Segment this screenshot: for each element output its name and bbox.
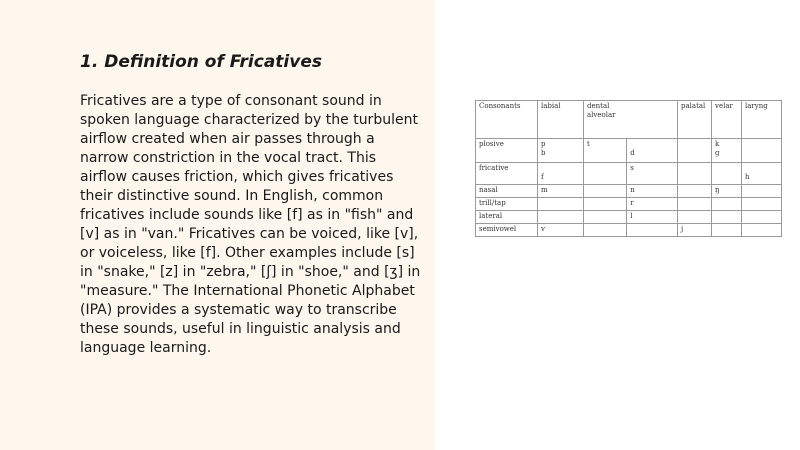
cell-fricative-laryng: h [742,163,782,185]
table-row-lateral [476,211,782,224]
row-label-trill: trill/tap [476,198,538,211]
cell-fricative-labial: f [538,163,584,185]
cell-nasal-palatal [678,185,712,198]
cell-fricative-palatal [678,163,712,185]
table-row-nasal [476,185,782,198]
cell-plosive-palatal [678,139,712,163]
cell-nasal-dental [584,185,627,198]
header-dental-alveolar: dental alveolar [584,101,678,139]
cell-semivowel-labial: v [538,224,584,237]
cell-nasal-velar: ŋ [712,185,742,198]
consonant-table-image [475,100,782,237]
cell-nasal-laryng [742,185,782,198]
header-labial: labial [538,101,584,139]
image-panel [435,0,800,450]
consonant-table [475,100,782,237]
table-row-trill [476,198,782,211]
cell-semivowel-palatal: j [678,224,712,237]
table-header-row [476,101,782,139]
table-row-plosive [476,139,782,163]
table-row-semivowel [476,224,782,237]
header-laryng: laryng [742,101,782,139]
cell-fricative-dental [584,163,627,185]
row-label-fricative: fricative [476,163,538,185]
cell-trill-alveolar: r [627,198,678,211]
cell-lateral-alveolar: l [627,211,678,224]
cell-plosive-dental: t [584,139,627,163]
row-label-semivowel: semivowel [476,224,538,237]
row-label-nasal: nasal [476,185,538,198]
slide-body: Fricatives are a type of consonant sound in spoken language characterized by the turbulent airflow created when air passes through a narrow constriction in the vocal tract. This airflow causes friction, which gives fricatives their distinctive sound. In English, common fricatives include sounds like [f] as in "fish" and [v] as in "van." Fricatives can be voiced, like [v], or voiceless, like [f]. Other examples include [s] in "snake," [z] in "zebra," [ʃ] in "shoe," and [ʒ] in "measure." The International Phonetic Alphabet (IPA) provides a systematic way to transcribe these sounds, useful in linguistic analysis and language learning. [80,93,421,356]
row-label-plosive: plosive [476,139,538,163]
row-label-lateral: lateral [476,211,538,224]
cell-fricative-alveolar: s [627,163,678,185]
header-palatal: palatal [678,101,712,139]
table-row-fricative [476,163,782,185]
cell-plosive-velar: k g [712,139,742,163]
cell-plosive-labial: p b [538,139,584,163]
cell-nasal-alveolar: n [627,185,678,198]
cell-plosive-laryng [742,139,782,163]
header-consonants: Consonants [476,101,538,139]
header-velar: velar [712,101,742,139]
cell-nasal-labial: m [538,185,584,198]
slide-title: 1. Definition of Fricatives [80,52,322,72]
cell-fricative-velar [712,163,742,185]
cell-plosive-alveolar: d [627,139,678,163]
